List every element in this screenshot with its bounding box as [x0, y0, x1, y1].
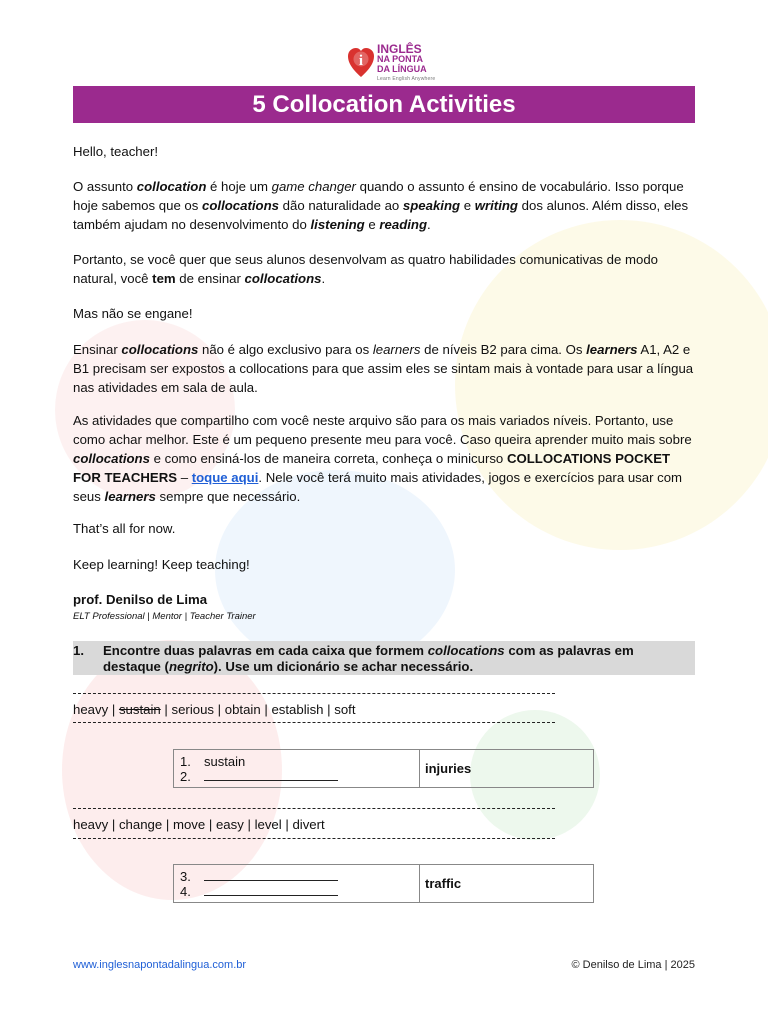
paragraph-levels: Ensinar collocations não é algo exclusivo para os learners de níveis B2 para cima. Os learners A1, A2 e B1 precisam ser expostos a collocations para que assim eles se sintam mais à vontade para usar a língua nas atividades em sala de aula. [73, 342, 694, 395]
answer-filled: sustain [204, 753, 246, 769]
logo-line-1: INGLÊS [377, 42, 422, 56]
footer-copyright: © Denilso de Lima | 2025 [571, 959, 695, 971]
keyword-cell: injuries [420, 750, 594, 788]
exercise-number: 1. [73, 643, 84, 658]
paragraph-warning: Mas não se engane! [73, 306, 193, 321]
answer-table-1 [173, 749, 594, 788]
signature-name: prof. Denilso de Lima [73, 592, 208, 607]
signature-role: ELT Professional | Mentor | Teacher Trainer [73, 611, 256, 622]
brand-logo [347, 44, 457, 84]
exercise-instructions [73, 641, 695, 675]
logo-tagline: Learn English Anywhere [377, 76, 436, 82]
greeting: Hello, teacher! [73, 144, 159, 159]
answer-blank[interactable] [204, 884, 338, 896]
paragraph-course: As atividades que compartilho com você neste arquivo são para os mais variados níveis. Portanto, use como achar melhor. Este é um pequeno presente meu para você. Caso queira aprender muito mais sobre collocations e como ensiná-los de maneira correta, conheça o minicurso COLLOCATIONS POCKET FOR TEACHERS – toque aqui. Nele você terá muito mais atividades, jogos e exercícios para usar com seus learners sempre que necessário. [73, 413, 692, 504]
svg-text:i: i [358, 53, 364, 69]
word-box-border-top [73, 808, 555, 809]
word-box-border-bottom [73, 838, 555, 839]
answer-table-2 [173, 864, 594, 903]
logo-line-3: DA LÍNGUA [377, 64, 427, 74]
course-link[interactable]: toque aqui [191, 470, 259, 485]
answer-cell: 1. sustain 2. [174, 750, 420, 788]
answer-blank[interactable] [204, 769, 338, 781]
answer-blank[interactable] [204, 869, 338, 881]
paragraph-motto: Keep learning! Keep teaching! [73, 557, 250, 572]
exercise-text: Encontre duas palavras em cada caixa que formem collocations com as palavras em destaque (negrito). Use um dicionário se achar necessário. [103, 643, 634, 674]
paragraph-closing: That’s all for now. [73, 521, 176, 536]
word-box-border-bottom [73, 722, 555, 723]
word-box-2: heavy | change | move | easy | level | divert [73, 817, 325, 832]
paragraph-skills: Portanto, se você quer que seus alunos desenvolvam as quatro habilidades comunicativas de modo natural, você tem de ensinar collocations. [73, 252, 659, 286]
keyword-cell: traffic [420, 865, 594, 903]
word-box-border-top [73, 693, 555, 694]
answer-cell: 3. 4. [174, 865, 420, 903]
footer-website-link[interactable]: www.inglesnapontadalingua.com.br [73, 959, 247, 971]
word-box-1: heavy | sustain | serious | obtain | establish | soft [73, 702, 356, 717]
logo-line-2: NA PONTA [377, 54, 423, 64]
page-title: 5 Collocation Activities [73, 86, 695, 123]
paragraph-intro: O assunto collocation é hoje um game changer quando o assunto é ensino de vocabulário. Isso porque hoje sabemos que os collocations dão naturalidade ao speaking e writing dos alunos. Além disso, eles também ajudam no desenvolvimento do listening e reading. [73, 179, 689, 232]
logo-heart-icon [347, 46, 375, 78]
